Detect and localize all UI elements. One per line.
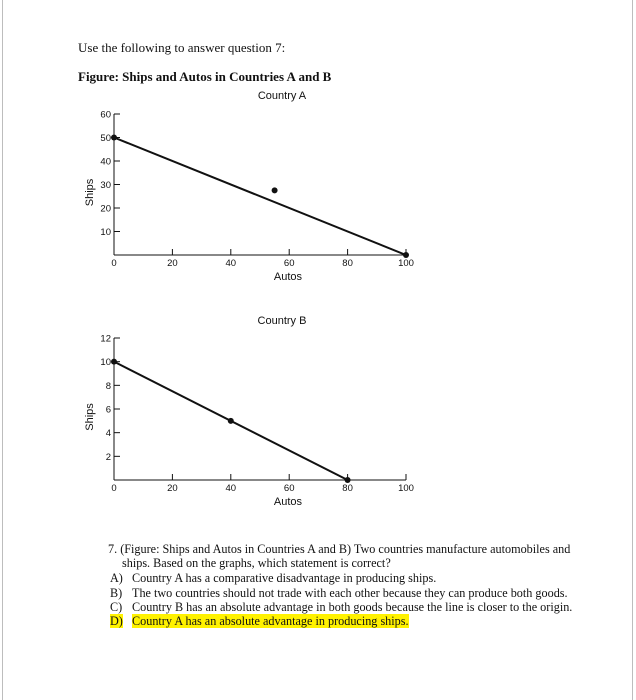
y-tick-label: 40 — [100, 156, 111, 168]
x-tick-label: 80 — [342, 483, 353, 494]
answer-option-b — [108, 586, 578, 600]
y-tick-label: 30 — [100, 180, 111, 191]
answer-option-c — [108, 600, 578, 614]
option-highlight: Country A has an absolute advantage in producing ships. — [132, 614, 409, 629]
y-tick-label: 2 — [105, 451, 111, 463]
option-text: The two countries should not trade with each other because they can produce both goods. — [132, 585, 568, 600]
chart-country-a — [0, 85, 636, 290]
y-tick-label: 20 — [100, 203, 111, 215]
x-tick-label: 40 — [225, 483, 237, 494]
question-7 — [108, 542, 578, 628]
answer-options — [108, 571, 578, 628]
y-axis-label: Ships — [84, 403, 96, 431]
ppf-point — [272, 187, 278, 193]
option-text: Country A has a comparative disadvantage in producing ships. — [132, 571, 437, 586]
x-tick-label: 0 — [111, 483, 117, 494]
chart-title: Country B — [257, 315, 307, 327]
ppf-line — [114, 138, 406, 256]
ppf-point — [111, 135, 117, 141]
chart-country-b — [0, 310, 636, 515]
y-tick-label: 10 — [100, 357, 111, 369]
answer-option-a — [108, 571, 578, 585]
ppf-point — [345, 477, 351, 483]
y-tick-label: 6 — [105, 404, 111, 416]
chart-title: Country A — [257, 90, 307, 102]
intro-text: Use the following to answer question 7: — [78, 40, 286, 55]
x-tick-label: 60 — [283, 258, 295, 269]
x-tick-label: 0 — [111, 258, 117, 269]
y-axis-label: Ships — [84, 178, 96, 207]
y-tick-label: 50 — [100, 133, 111, 144]
x-axis-label: Autos — [273, 271, 303, 283]
ppf-point — [403, 252, 409, 258]
ppf-point — [228, 418, 234, 424]
x-tick-label: 40 — [225, 258, 237, 269]
question-stem: 7. (Figure: Ships and Autos in Countries A and B) Two countries manufacture automobiles and ships. Based on the graphs, which statement is correct? — [108, 542, 571, 571]
option-letter — [108, 614, 132, 628]
y-tick-label: 10 — [100, 227, 111, 238]
option-text: Country B has an absolute advantage in both goods because the line is closer to the origin. — [132, 599, 573, 614]
x-tick-label: 100 — [398, 483, 414, 494]
y-tick-label: 8 — [105, 380, 111, 392]
x-tick-label: 20 — [167, 258, 178, 269]
y-tick-label: 60 — [100, 109, 111, 121]
x-tick-label: 80 — [342, 258, 353, 269]
x-tick-label: 100 — [398, 258, 414, 269]
ppf-point — [111, 359, 117, 365]
option-letter: B) — [110, 585, 123, 600]
y-tick-label: 12 — [100, 333, 111, 345]
option-letter: C) — [110, 599, 123, 614]
option-text — [132, 614, 578, 628]
option-letter-highlight: D) — [110, 614, 123, 629]
x-tick-label: 20 — [167, 483, 178, 494]
figure-title: Figure: Ships and Autos in Countries A and B — [78, 69, 332, 84]
answer-option-d — [108, 614, 578, 628]
y-tick-label: 4 — [105, 428, 111, 440]
option-letter: A) — [110, 571, 123, 586]
x-tick-label: 60 — [283, 483, 295, 494]
x-axis-label: Autos — [273, 496, 303, 508]
